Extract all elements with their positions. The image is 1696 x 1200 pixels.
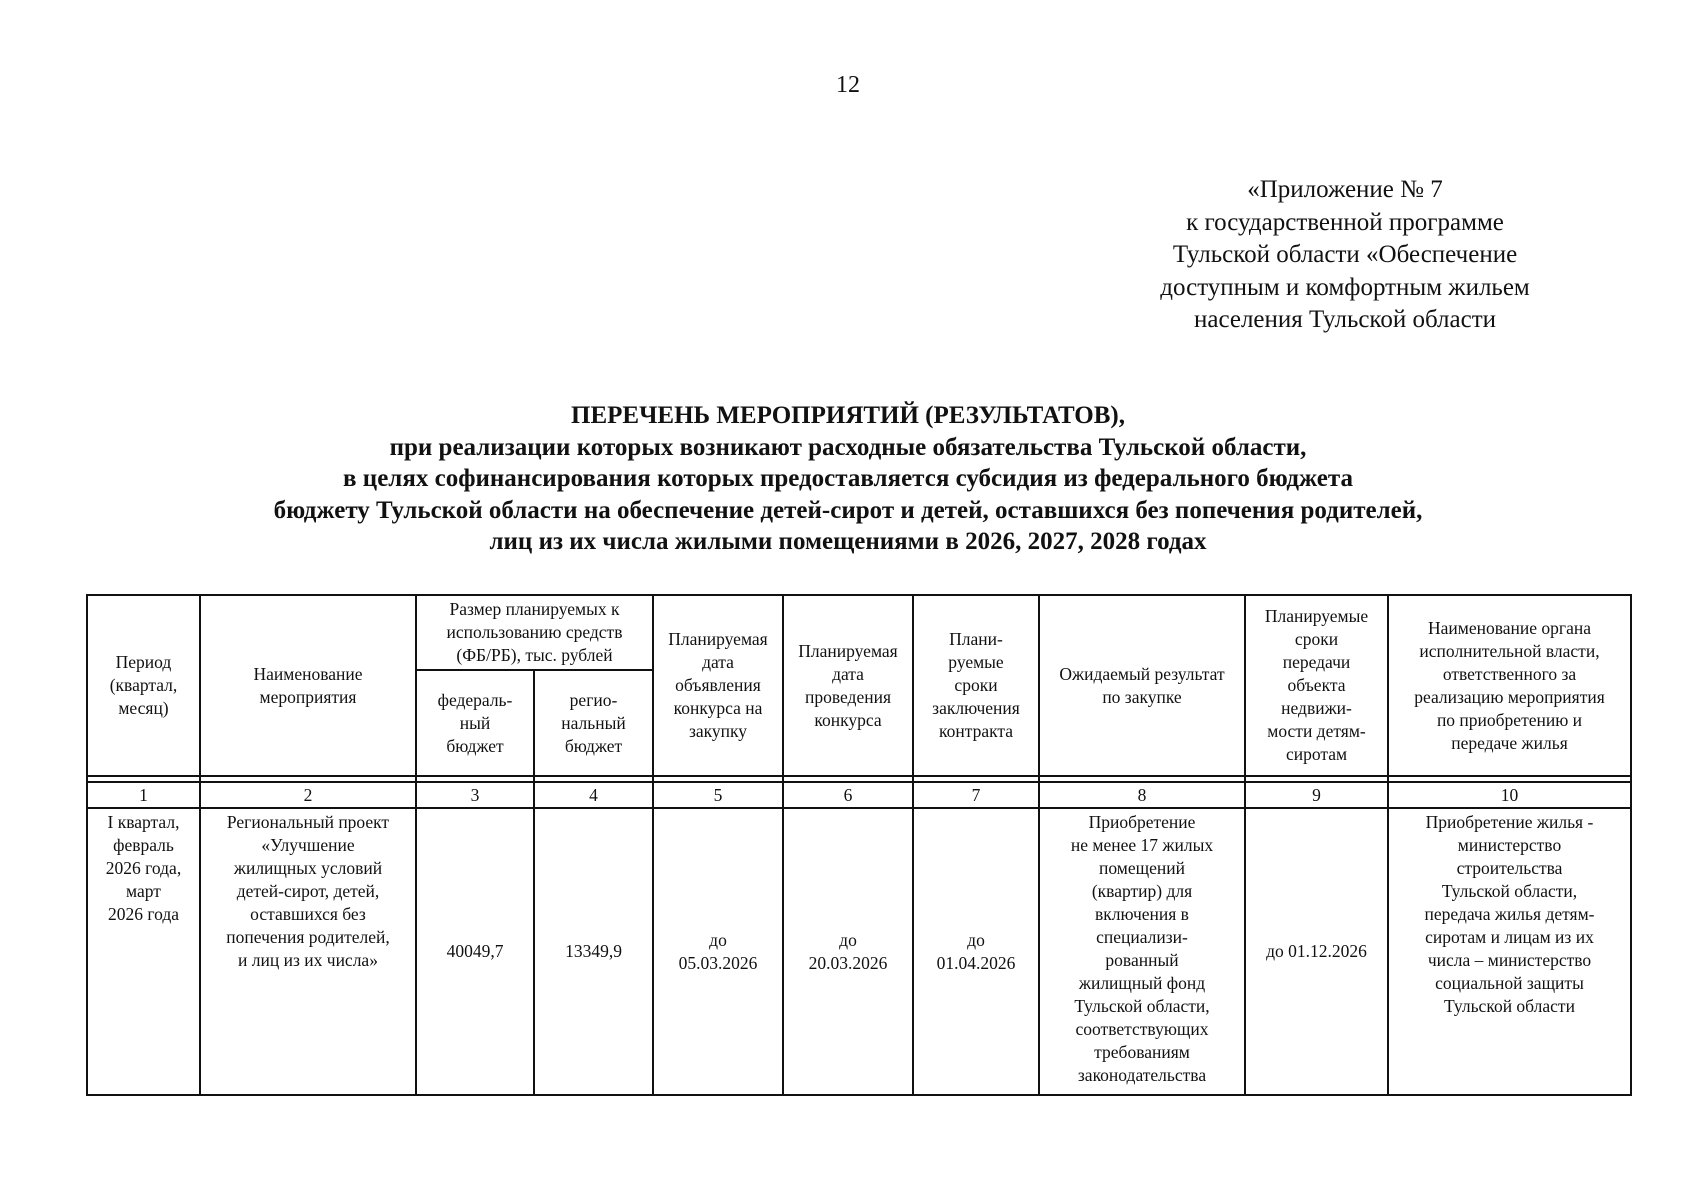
cell-line: ный [459,712,491,733]
cell-line: недвижи- [1281,698,1352,718]
column-number: 5 [653,782,783,808]
column-number: 6 [783,782,913,808]
cell-line: ответственного за [1442,663,1577,684]
column-number: 1 [87,782,200,808]
cell-line: соответствующих [1075,1019,1209,1039]
cell-line: заключения [932,698,1020,718]
cell-line: требованиям [1094,1042,1190,1062]
column-number: 2 [200,782,416,808]
cell-line: Наименование [253,663,363,684]
column-number-row [87,782,1631,808]
cell-line: сиротам [1285,744,1348,764]
cell-line: до [839,929,857,950]
cell-line: 05.03.2026 [678,952,758,973]
cell-line: мероприятия [259,686,357,707]
cell-line: мости детям- [1267,721,1366,741]
cell-line: март [126,881,161,901]
header-contest-date [783,595,913,776]
cell-line: Тульской области, [1074,996,1210,1016]
cell-line: нальный [561,712,626,733]
appendix-line: к государственной программе [1186,208,1504,236]
cell-line: сиротам и лицам из их [1425,927,1594,947]
header-regional [534,670,653,776]
cell-federal: 40049,7 [416,808,534,1095]
cell-line: не менее 17 жилых [1070,835,1214,855]
column-number: 9 [1245,782,1388,808]
cell-line: помещений [1099,858,1185,878]
cell-line: Планируемые [1264,606,1369,626]
header-authority [1388,595,1631,776]
cell-line: по закупке [1102,686,1182,707]
appendix-note [1120,174,1570,337]
cell-authority [1388,808,1631,1095]
table-row [87,808,1631,1095]
cell-line: использованию средств [446,622,623,642]
header-expected-result [1039,595,1245,776]
cell-line: Период [115,652,172,672]
cell-line: Размер планируемых к [449,599,620,619]
cell-line: включения в [1095,904,1189,924]
cell-line: передача жилья детям- [1424,904,1595,924]
column-number: 3 [416,782,534,808]
title-line: ПЕРЕЧЕНЬ МЕРОПРИЯТИЙ (РЕЗУЛЬТАТОВ), [571,402,1125,429]
cell-line: жилищный фонд [1078,973,1206,993]
cell-line: детей-сирот, детей, [236,881,380,901]
cell-line: руемые [948,652,1004,672]
cell-line: (ФБ/РБ), тыс. рублей [456,645,613,665]
cell-expected-result [1039,808,1245,1095]
header-contract-date [913,595,1039,776]
cell-line: 20.03.2026 [808,952,888,973]
cell-line: бюджет [446,735,504,756]
cell-line: 01.04.2026 [936,952,1016,973]
cell-line: Приобретение [1088,812,1196,832]
page-number: 12 [836,72,860,98]
cell-contest-date [783,808,913,1095]
cell-transfer-dates: до 01.12.2026 [1245,808,1388,1095]
cell-line: реализацию мероприятия [1414,686,1605,707]
cell-regional: 13349,9 [534,808,653,1095]
column-number: 7 [913,782,1039,808]
cell-line: Тульской области [1444,996,1575,1016]
cell-line: числа – министерство [1427,950,1592,970]
header-transfer-dates [1245,595,1388,776]
cell-line: конкурса на [673,698,763,718]
cell-line: и лиц из их числа» [238,950,378,970]
header-announce-date [653,595,783,776]
cell-line: (квартир) для [1091,881,1193,901]
cell-line: проведения [804,686,891,707]
cell-line: исполнительной власти, [1419,640,1600,661]
cell-line: сроки [954,675,998,695]
cell-line: Плани- [949,629,1003,649]
cell-line: конкурса [814,709,882,730]
header-funds-group [416,595,653,670]
cell-line: Наименование органа [1428,617,1591,638]
cell-line: министерство [1457,835,1562,855]
title-line: бюджету Тульской области на обеспечение детей-сирот и детей, оставшихся без попечения родителей, [273,496,1423,524]
cell-line: специализи- [1096,927,1188,947]
cell-line: федераль- [437,689,513,710]
cell-line: до [709,929,727,950]
column-number: 8 [1039,782,1245,808]
appendix-line: доступным и комфортным жильем [1160,273,1530,301]
document-title [0,400,1696,558]
title-line: в целях софинансирования которых предоставляется субсидия из федерального бюджета [343,465,1353,492]
cell-line: объявления [675,675,761,695]
cell-line: 2026 года, [105,858,182,878]
cell-line: бюджет [564,735,623,756]
cell-line: передаче жилья [1451,732,1568,753]
cell-line: по приобретению и [1436,709,1583,730]
cell-line: регио- [569,689,618,710]
cell-line: попечения родителей, [226,927,390,947]
cell-line: I квартал, [107,812,180,832]
cell-line: (квартал, [109,675,178,695]
title-line: при реализации которых возникают расходные обязательства Тульской области, [389,433,1307,461]
cell-line: строительства [1456,858,1563,878]
appendix-line: «Приложение № 7 [1247,176,1443,203]
cell-line: Планируемая [668,629,768,649]
cell-line: сроки [1294,629,1339,649]
cell-line: рованный [1105,950,1179,970]
appendix-line: Тульской области «Обеспечение [1172,241,1518,268]
column-number: 10 [1388,782,1631,808]
events-table [86,594,1632,1096]
cell-line: контракта [938,721,1013,741]
cell-line: дата [832,663,864,684]
header-federal [416,670,534,776]
cell-line: Региональный проект [226,812,390,832]
cell-contract-date [913,808,1039,1095]
cell-line: 2026 года [107,904,180,924]
appendix-line: населения Тульской области [1193,306,1497,333]
cell-line: закупку [688,721,748,741]
title-line: лиц из их числа жилыми помещениями в 2026, 2027, 2028 годах [489,528,1207,555]
cell-line: февраль [113,835,174,855]
cell-line: Приобретение жилья - [1425,812,1594,832]
cell-event-name [200,808,416,1095]
cell-period [87,808,200,1095]
cell-line: объекта [1287,675,1346,695]
cell-line: социальной защиты [1435,973,1584,993]
cell-line: передачи [1282,652,1351,672]
cell-line: дата [702,652,734,672]
cell-announce-date [653,808,783,1095]
cell-line: Ожидаемый результат [1059,663,1225,684]
header-period [87,595,200,776]
cell-line: жилищных условий [233,858,383,878]
cell-line: месяц) [118,698,169,718]
cell-line: законодательства [1077,1065,1207,1085]
cell-line: «Улучшение [261,835,355,855]
header-row [87,595,1631,670]
cell-line: до [967,929,985,950]
cell-line: Планируемая [798,640,898,661]
header-event-name [200,595,416,776]
cell-line: оставшихся без [250,904,366,924]
column-number: 4 [534,782,653,808]
cell-line: Тульской области, [1441,881,1578,901]
